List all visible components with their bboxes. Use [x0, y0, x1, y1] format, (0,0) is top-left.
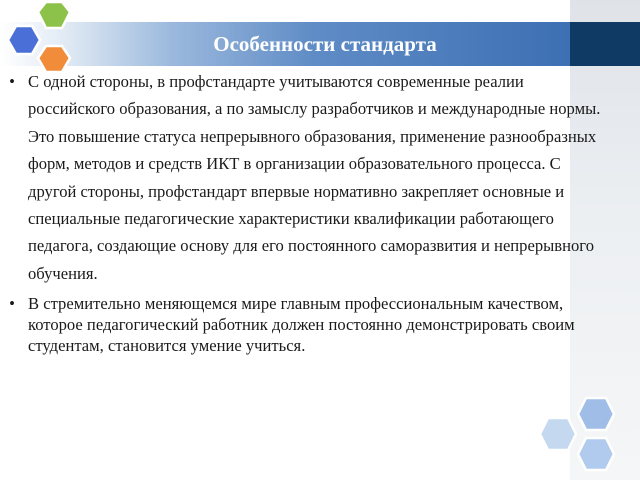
slide-title: Особенности стандарта — [213, 32, 437, 56]
bullet-marker: • — [9, 294, 15, 314]
slide-content — [6, 68, 610, 356]
bullet-item-2 — [6, 293, 610, 356]
bullet-marker: • — [9, 72, 15, 91]
bullet-item-1 — [6, 68, 610, 287]
bullet-text-2: В стремительно меняющемся мире главным профессиональным качеством, которое педагогический работник должен постоянно демонстрировать своим студентам, становится умение учиться. — [28, 294, 575, 356]
green-hexagon-icon — [38, 2, 70, 28]
blue-hexagon-icon — [8, 26, 40, 54]
title-bar-dark-block — [570, 22, 640, 66]
bullet-text-1: С одной стороны, в профстандарте учитываются современные реалии российского образования, а по замыслу разработчиков и международные нормы. Это повышение статуса непрерывного образования, применение разнообразных форм, методов и средств ИКТ в организации образовательного процесса. С другой стороны, профстандарт впервые нормативно закрепляет основные и специальные педагогические характеристики квалификации работающего педагога, создающие основу для его постоянного саморазвития и непрерывного обучения. — [28, 72, 601, 283]
bottom-hexagons-icon — [536, 392, 640, 480]
